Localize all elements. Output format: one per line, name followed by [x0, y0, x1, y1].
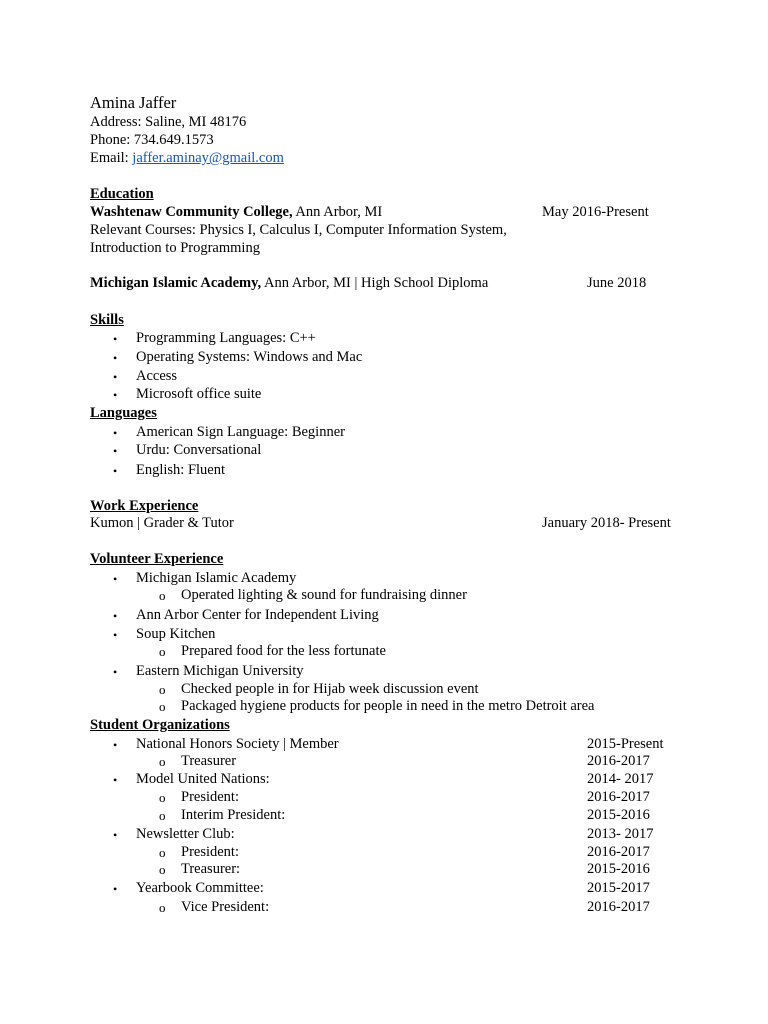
- sub-bullet-icon: o: [159, 808, 166, 823]
- email-label: Email:: [90, 150, 133, 166]
- sub-bullet-icon: o: [159, 699, 166, 714]
- volunteer-detail: Operated lighting & sound for fundraising dinner: [181, 587, 467, 603]
- org-date: 2014- 2017: [587, 771, 654, 787]
- bullet-icon: •: [113, 628, 118, 642]
- skill-item: Programming Languages: C++: [136, 330, 316, 346]
- bullet-icon: •: [113, 572, 118, 586]
- org-name: National Honors Society | Member: [136, 736, 339, 752]
- email-link[interactable]: jaffer.aminay@gmail.com: [132, 150, 284, 166]
- work-date: January 2018- Present: [542, 515, 671, 531]
- sub-bullet-icon: o: [159, 754, 166, 769]
- org-name: Yearbook Committee:: [136, 880, 264, 896]
- school2-date: June 2018: [587, 275, 647, 291]
- address-line: Address: Saline, MI 48176: [90, 114, 247, 130]
- sub-bullet-icon: o: [159, 900, 166, 915]
- volunteer-detail: Checked people in for Hijab week discussion event: [181, 681, 479, 697]
- languages-heading: Languages: [90, 405, 157, 421]
- work-heading: Work Experience: [90, 498, 199, 514]
- language-item: English: Fluent: [136, 462, 226, 478]
- school2-line: [90, 274, 488, 292]
- org-date: 2013- 2017: [587, 826, 654, 842]
- school2-name: Michigan Islamic Academy,: [90, 275, 262, 291]
- school1-date: May 2016-Present: [542, 204, 649, 220]
- bullet-icon: •: [113, 609, 118, 623]
- bullet-icon: •: [113, 351, 118, 365]
- org-role-date: 2016-2017: [587, 844, 650, 860]
- org-date: 2015-Present: [587, 736, 664, 752]
- bullet-icon: •: [113, 828, 118, 842]
- volunteer-org: Soup Kitchen: [136, 626, 216, 642]
- sub-bullet-icon: o: [159, 862, 166, 877]
- bullet-icon: •: [113, 370, 118, 384]
- org-role: Treasurer: [181, 753, 237, 769]
- education-heading: Education: [90, 186, 154, 202]
- email-line: [90, 149, 284, 167]
- sub-bullet-icon: o: [159, 845, 166, 860]
- sub-bullet-icon: o: [159, 682, 166, 697]
- volunteer-org: Ann Arbor Center for Independent Living: [136, 607, 379, 623]
- skill-item: Operating Systems: Windows and Mac: [136, 349, 363, 365]
- volunteer-detail: Packaged hygiene products for people in need in the metro Detroit area: [181, 698, 595, 714]
- sub-bullet-icon: o: [159, 644, 166, 659]
- bullet-icon: •: [113, 426, 118, 440]
- school1-name: Washtenaw Community College,: [90, 204, 293, 220]
- courses-line-2: Introduction to Programming: [90, 240, 260, 256]
- school2-location: Ann Arbor, MI | High School Diploma: [261, 275, 489, 291]
- org-role: Treasurer:: [181, 861, 241, 877]
- sub-bullet-icon: o: [159, 790, 166, 805]
- bullet-icon: •: [113, 882, 118, 896]
- org-role: President:: [181, 844, 239, 860]
- candidate-name: Amina Jaffer: [90, 93, 177, 112]
- volunteer-detail: Prepared food for the less fortunate: [181, 643, 386, 659]
- org-role-date: 2016-2017: [587, 753, 650, 769]
- bullet-icon: •: [113, 665, 118, 679]
- skill-item: Microsoft office suite: [136, 386, 262, 402]
- phone-line: Phone: 734.649.1573: [90, 132, 214, 148]
- org-name: Model United Nations:: [136, 771, 270, 787]
- org-role: Interim President:: [181, 807, 286, 823]
- volunteer-org: Eastern Michigan University: [136, 663, 304, 679]
- sub-bullet-icon: o: [159, 588, 166, 603]
- org-role-date: 2016-2017: [587, 789, 650, 805]
- organizations-heading: Student Organizations: [90, 717, 230, 733]
- bullet-icon: •: [113, 738, 118, 752]
- bullet-icon: •: [113, 444, 118, 458]
- org-role-date: 2016-2017: [587, 899, 650, 915]
- org-role-date: 2015-2016: [587, 861, 650, 877]
- bullet-icon: •: [113, 388, 118, 402]
- skill-item: Access: [136, 368, 178, 384]
- language-item: American Sign Language: Beginner: [136, 424, 345, 440]
- org-role: Vice President:: [181, 899, 270, 915]
- org-role-date: 2015-2016: [587, 807, 650, 823]
- volunteer-org: Michigan Islamic Academy: [136, 570, 297, 586]
- skills-heading: Skills: [90, 312, 124, 328]
- org-name: Newsletter Club:: [136, 826, 235, 842]
- courses-line-1: Relevant Courses: Physics I, Calculus I, Computer Information System,: [90, 222, 507, 238]
- bullet-icon: •: [113, 464, 118, 478]
- org-date: 2015-2017: [587, 880, 650, 896]
- work-job: Kumon | Grader & Tutor: [90, 515, 234, 531]
- bullet-icon: •: [113, 773, 118, 787]
- language-item: Urdu: Conversational: [136, 442, 262, 458]
- volunteer-heading: Volunteer Experience: [90, 551, 224, 567]
- school1-line: [90, 203, 382, 221]
- school1-location: Ann Arbor, MI: [292, 204, 383, 220]
- org-role: President:: [181, 789, 239, 805]
- bullet-icon: •: [113, 332, 118, 346]
